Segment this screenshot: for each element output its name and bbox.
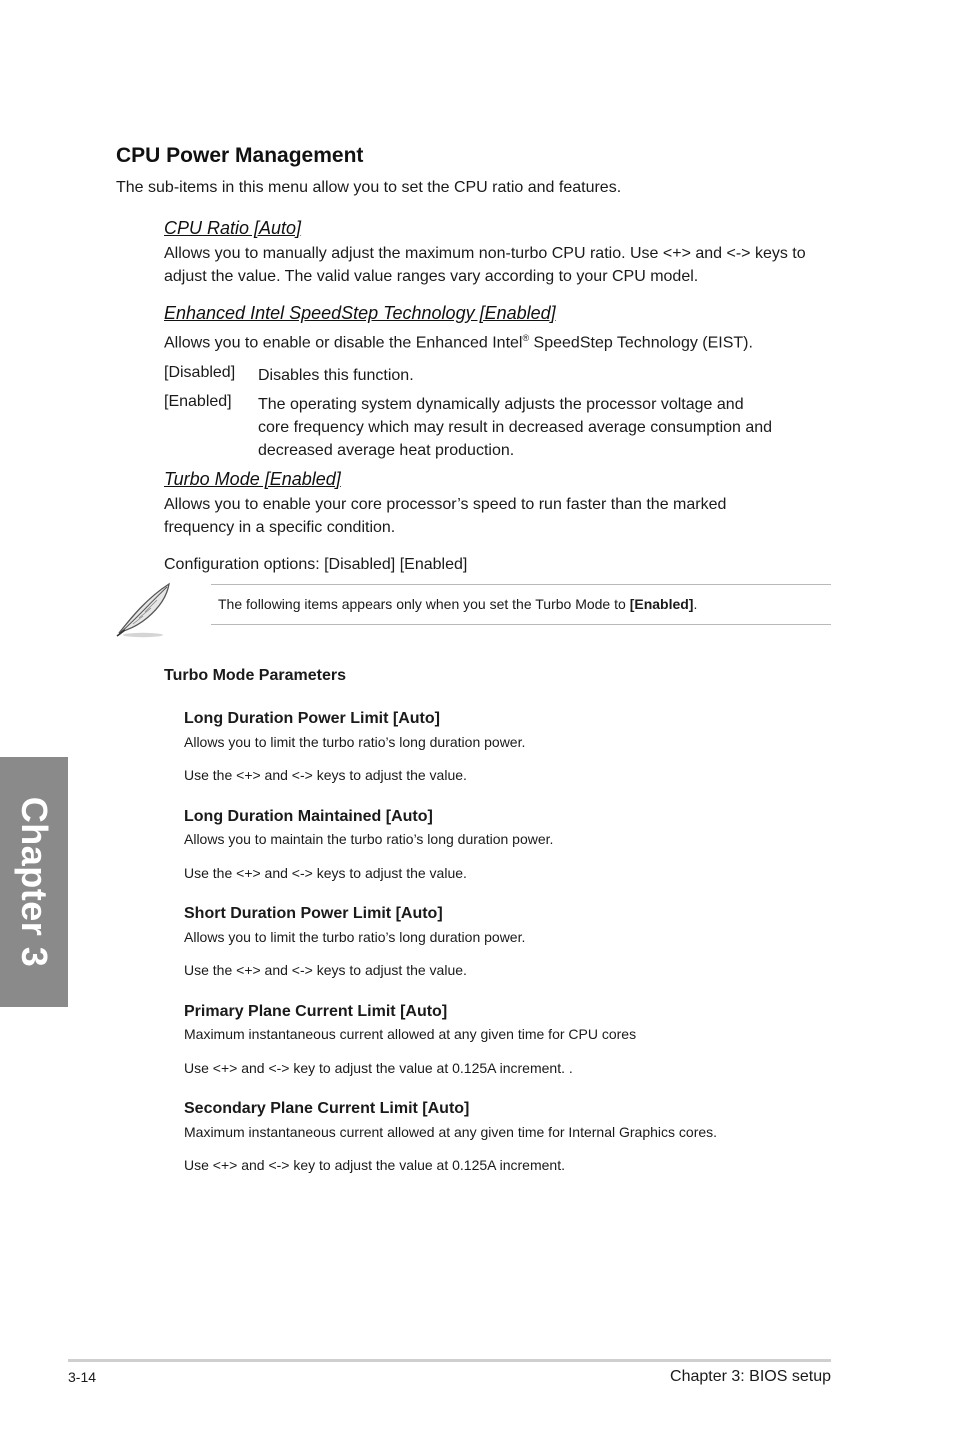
param-desc-long-duration-power-limit: Allows you to limit the turbo ratio’s long duration power. <box>184 734 526 750</box>
note-top-rule <box>211 584 831 585</box>
param-title-long-duration-power-limit: Long Duration Power Limit [Auto] <box>184 710 440 727</box>
eist-desc <box>164 327 834 354</box>
eist-option-key-enabled: [Enabled] <box>164 393 232 410</box>
cpu-ratio-title: CPU Ratio [Auto] <box>164 218 302 238</box>
turbo-params-heading: Turbo Mode Parameters <box>164 667 346 684</box>
param-title-primary-plane-current-limit: Primary Plane Current Limit [Auto] <box>184 1003 448 1020</box>
eist-desc-before: Allows you to enable or disable the Enhanced Intel <box>164 334 523 352</box>
param-hint-secondary-plane-current-limit: Use <+> and <-> key to adjust the value at 0.125A increment. <box>184 1157 565 1173</box>
section-title: CPU Power Management <box>116 144 364 167</box>
turbo-desc-line-2: frequency in a specific condition. <box>164 519 396 536</box>
note-bottom-rule <box>211 624 831 625</box>
param-hint-long-duration-maintained: Use the <+> and <-> keys to adjust the value. <box>184 865 467 881</box>
turbo-desc <box>164 493 834 539</box>
param-title-short-duration-power-limit: Short Duration Power Limit [Auto] <box>184 905 443 922</box>
param-title-long-duration-maintained: Long Duration Maintained [Auto] <box>184 808 433 825</box>
param-desc-secondary-plane-current-limit: Maximum instantaneous current allowed at any given time for Internal Graphics cores. <box>184 1124 718 1140</box>
turbo-title: Turbo Mode [Enabled] <box>164 469 341 489</box>
chapter-side-tab-label: Chapter 3 <box>14 796 55 968</box>
eist-option-desc-disabled <box>258 364 828 387</box>
feather-pen-icon <box>113 578 175 638</box>
param-hint-primary-plane-current-limit: Use <+> and <-> key to adjust the value at 0.125A increment. . <box>184 1060 573 1076</box>
note-text-bold: [Enabled] <box>629 596 694 612</box>
section-intro: The sub-items in this menu allow you to set the CPU ratio and features. <box>116 179 622 196</box>
param-desc-long-duration-maintained: Allows you to maintain the turbo ratio’s long duration power. <box>184 831 554 847</box>
eist-option-enabled-line-1: The operating system dynamically adjusts the processor voltage and <box>258 396 744 413</box>
cpu-ratio-line-2: adjust the value. The valid value ranges vary according to your CPU model. <box>164 268 699 285</box>
param-desc-short-duration-power-limit: Allows you to limit the turbo ratio’s long duration power. <box>184 929 526 945</box>
footer-chapter-title: Chapter 3: BIOS setup <box>670 1368 831 1385</box>
param-hint-long-duration-power-limit: Use the <+> and <-> keys to adjust the value. <box>184 767 467 783</box>
footer-rule <box>68 1359 831 1362</box>
eist-option-key-disabled: [Disabled] <box>164 364 236 381</box>
eist-option-enabled-line-2: core frequency which may result in decreased average consumption and <box>258 419 773 436</box>
turbo-config-options: Configuration options: [Disabled] [Enabled] <box>164 556 468 573</box>
note-text-after: . <box>693 596 698 612</box>
chapter-side-tab <box>0 757 68 1007</box>
eist-option-disabled-line-1: Disables this function. <box>258 367 414 384</box>
registered-mark: ® <box>522 333 530 343</box>
cpu-ratio-desc <box>164 242 834 288</box>
cpu-ratio-line-1: Allows you to manually adjust the maximum non-turbo CPU ratio. Use <+> and <-> keys to <box>164 245 806 262</box>
turbo-desc-line-1: Allows you to enable your core processor’s speed to run faster than the marked <box>164 496 727 513</box>
eist-desc-after: SpeedStep Technology (EIST). <box>529 334 753 352</box>
eist-title: Enhanced Intel SpeedStep Technology [Enabled] <box>164 303 556 323</box>
note-text <box>218 596 697 612</box>
note-text-before: The following items appears only when you set the Turbo Mode to <box>218 596 630 612</box>
param-desc-primary-plane-current-limit: Maximum instantaneous current allowed at any given time for CPU cores <box>184 1026 637 1042</box>
param-hint-short-duration-power-limit: Use the <+> and <-> keys to adjust the value. <box>184 962 467 978</box>
page-number: 3-14 <box>68 1369 97 1385</box>
eist-option-desc-enabled <box>258 393 828 462</box>
param-title-secondary-plane-current-limit: Secondary Plane Current Limit [Auto] <box>184 1100 470 1117</box>
eist-option-enabled-line-3: decreased average heat production. <box>258 442 515 459</box>
